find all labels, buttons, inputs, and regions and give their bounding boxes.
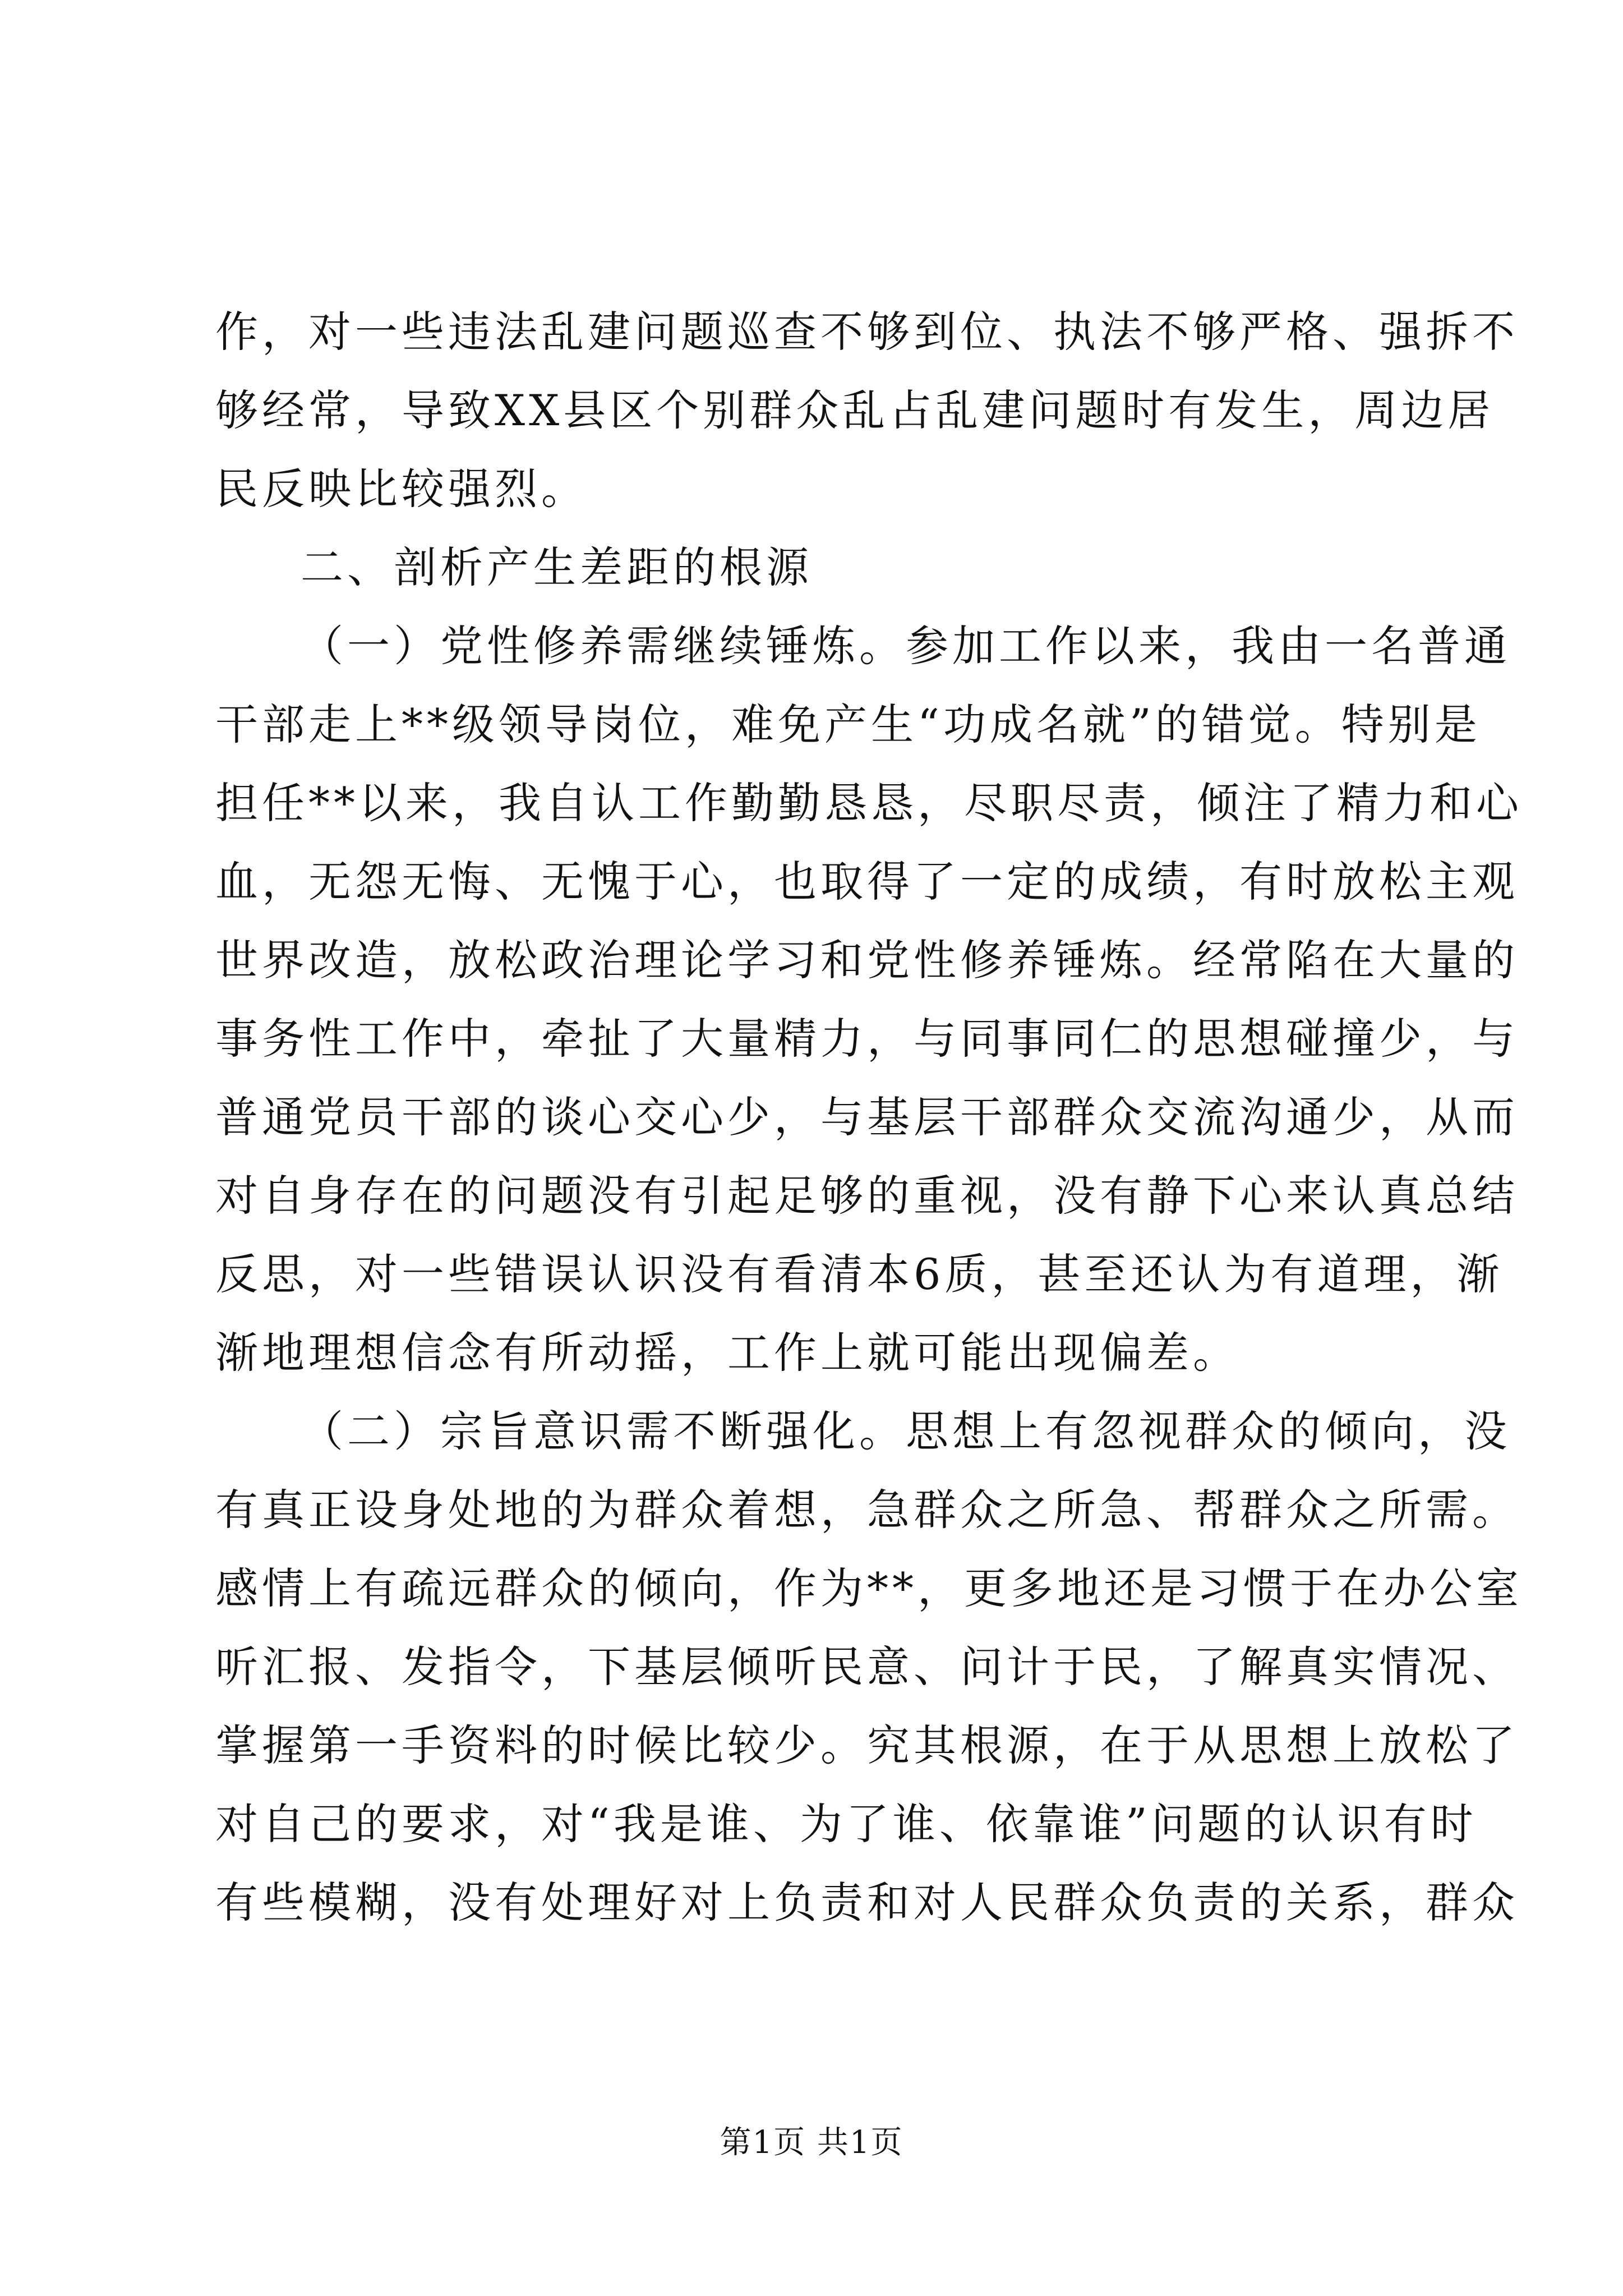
text-line: 担任**以来，我自认工作勤勤恳恳，尽职尽责，倾注了精力和心 <box>215 778 1523 828</box>
text-line: 干部走上**级领导岗位，难免产生“功成名就”的错觉。特别是 <box>215 700 1481 749</box>
text-line: 听汇报、发指令，下基层倾听民意、问计于民，了解真实情况、 <box>215 1642 1519 1692</box>
text-line: （二）宗旨意识需不断强化。思想上有忽视群众的倾向，没 <box>301 1406 1511 1456</box>
text-line: 对自身存在的问题没有引起足够的重视，没有静下心来认真总结 <box>215 1171 1519 1221</box>
text-line: 有些模糊，没有处理好对上负责和对人民群众负责的关系，群众 <box>215 1878 1519 1927</box>
text-line: 作，对一些违法乱建问题巡查不够到位、执法不够严格、强拆不 <box>215 307 1519 357</box>
text-line: 渐地理想信念有所动摇，工作上就可能出现偏差。 <box>215 1328 1239 1378</box>
text-line: 对自己的要求，对“我是谁、为了谁、依靠谁”问题的认识有时 <box>215 1799 1477 1849</box>
text-line: 民反映比较强烈。 <box>215 464 588 514</box>
text-line: 普通党员干部的谈心交心少，与基层干部群众交流沟通少，从而 <box>215 1092 1519 1142</box>
text-line: 够经常，导致XX县区个别群众乱占乱建问题时有发生，周边居 <box>215 385 1495 435</box>
document-body <box>215 293 1523 1942</box>
text-line: 感情上有疏远群众的倾向，作为**，更多地还是习惯于在办公室 <box>215 1563 1523 1613</box>
text-line: 事务性工作中，牵扯了大量精力，与同事同仁的思想碰撞少，与 <box>215 1014 1519 1064</box>
text-line: 血，无怨无悔、无愧于心，也取得了一定的成绩，有时放松主观 <box>215 857 1519 907</box>
text-line: 反思，对一些错误认识没有看清本6质，甚至还认为有道理，渐 <box>215 1249 1504 1299</box>
text-line: 掌握第一手资料的时候比较少。究其根源，在于从思想上放松了 <box>215 1720 1519 1770</box>
text-line: 二、剖析产生差距的根源 <box>301 542 813 592</box>
text-line: 有真正设身处地的为群众着想，急群众之所急、帮群众之所需。 <box>215 1485 1519 1535</box>
text-line: （一）党性修养需继续锤炼。参加工作以来，我由一名普通 <box>301 621 1511 671</box>
text-line: 世界改造，放松政治理论学习和党性修养锤炼。经常陷在大量的 <box>215 935 1519 985</box>
page-footer: 第1页 共1页 <box>720 2124 903 2161</box>
